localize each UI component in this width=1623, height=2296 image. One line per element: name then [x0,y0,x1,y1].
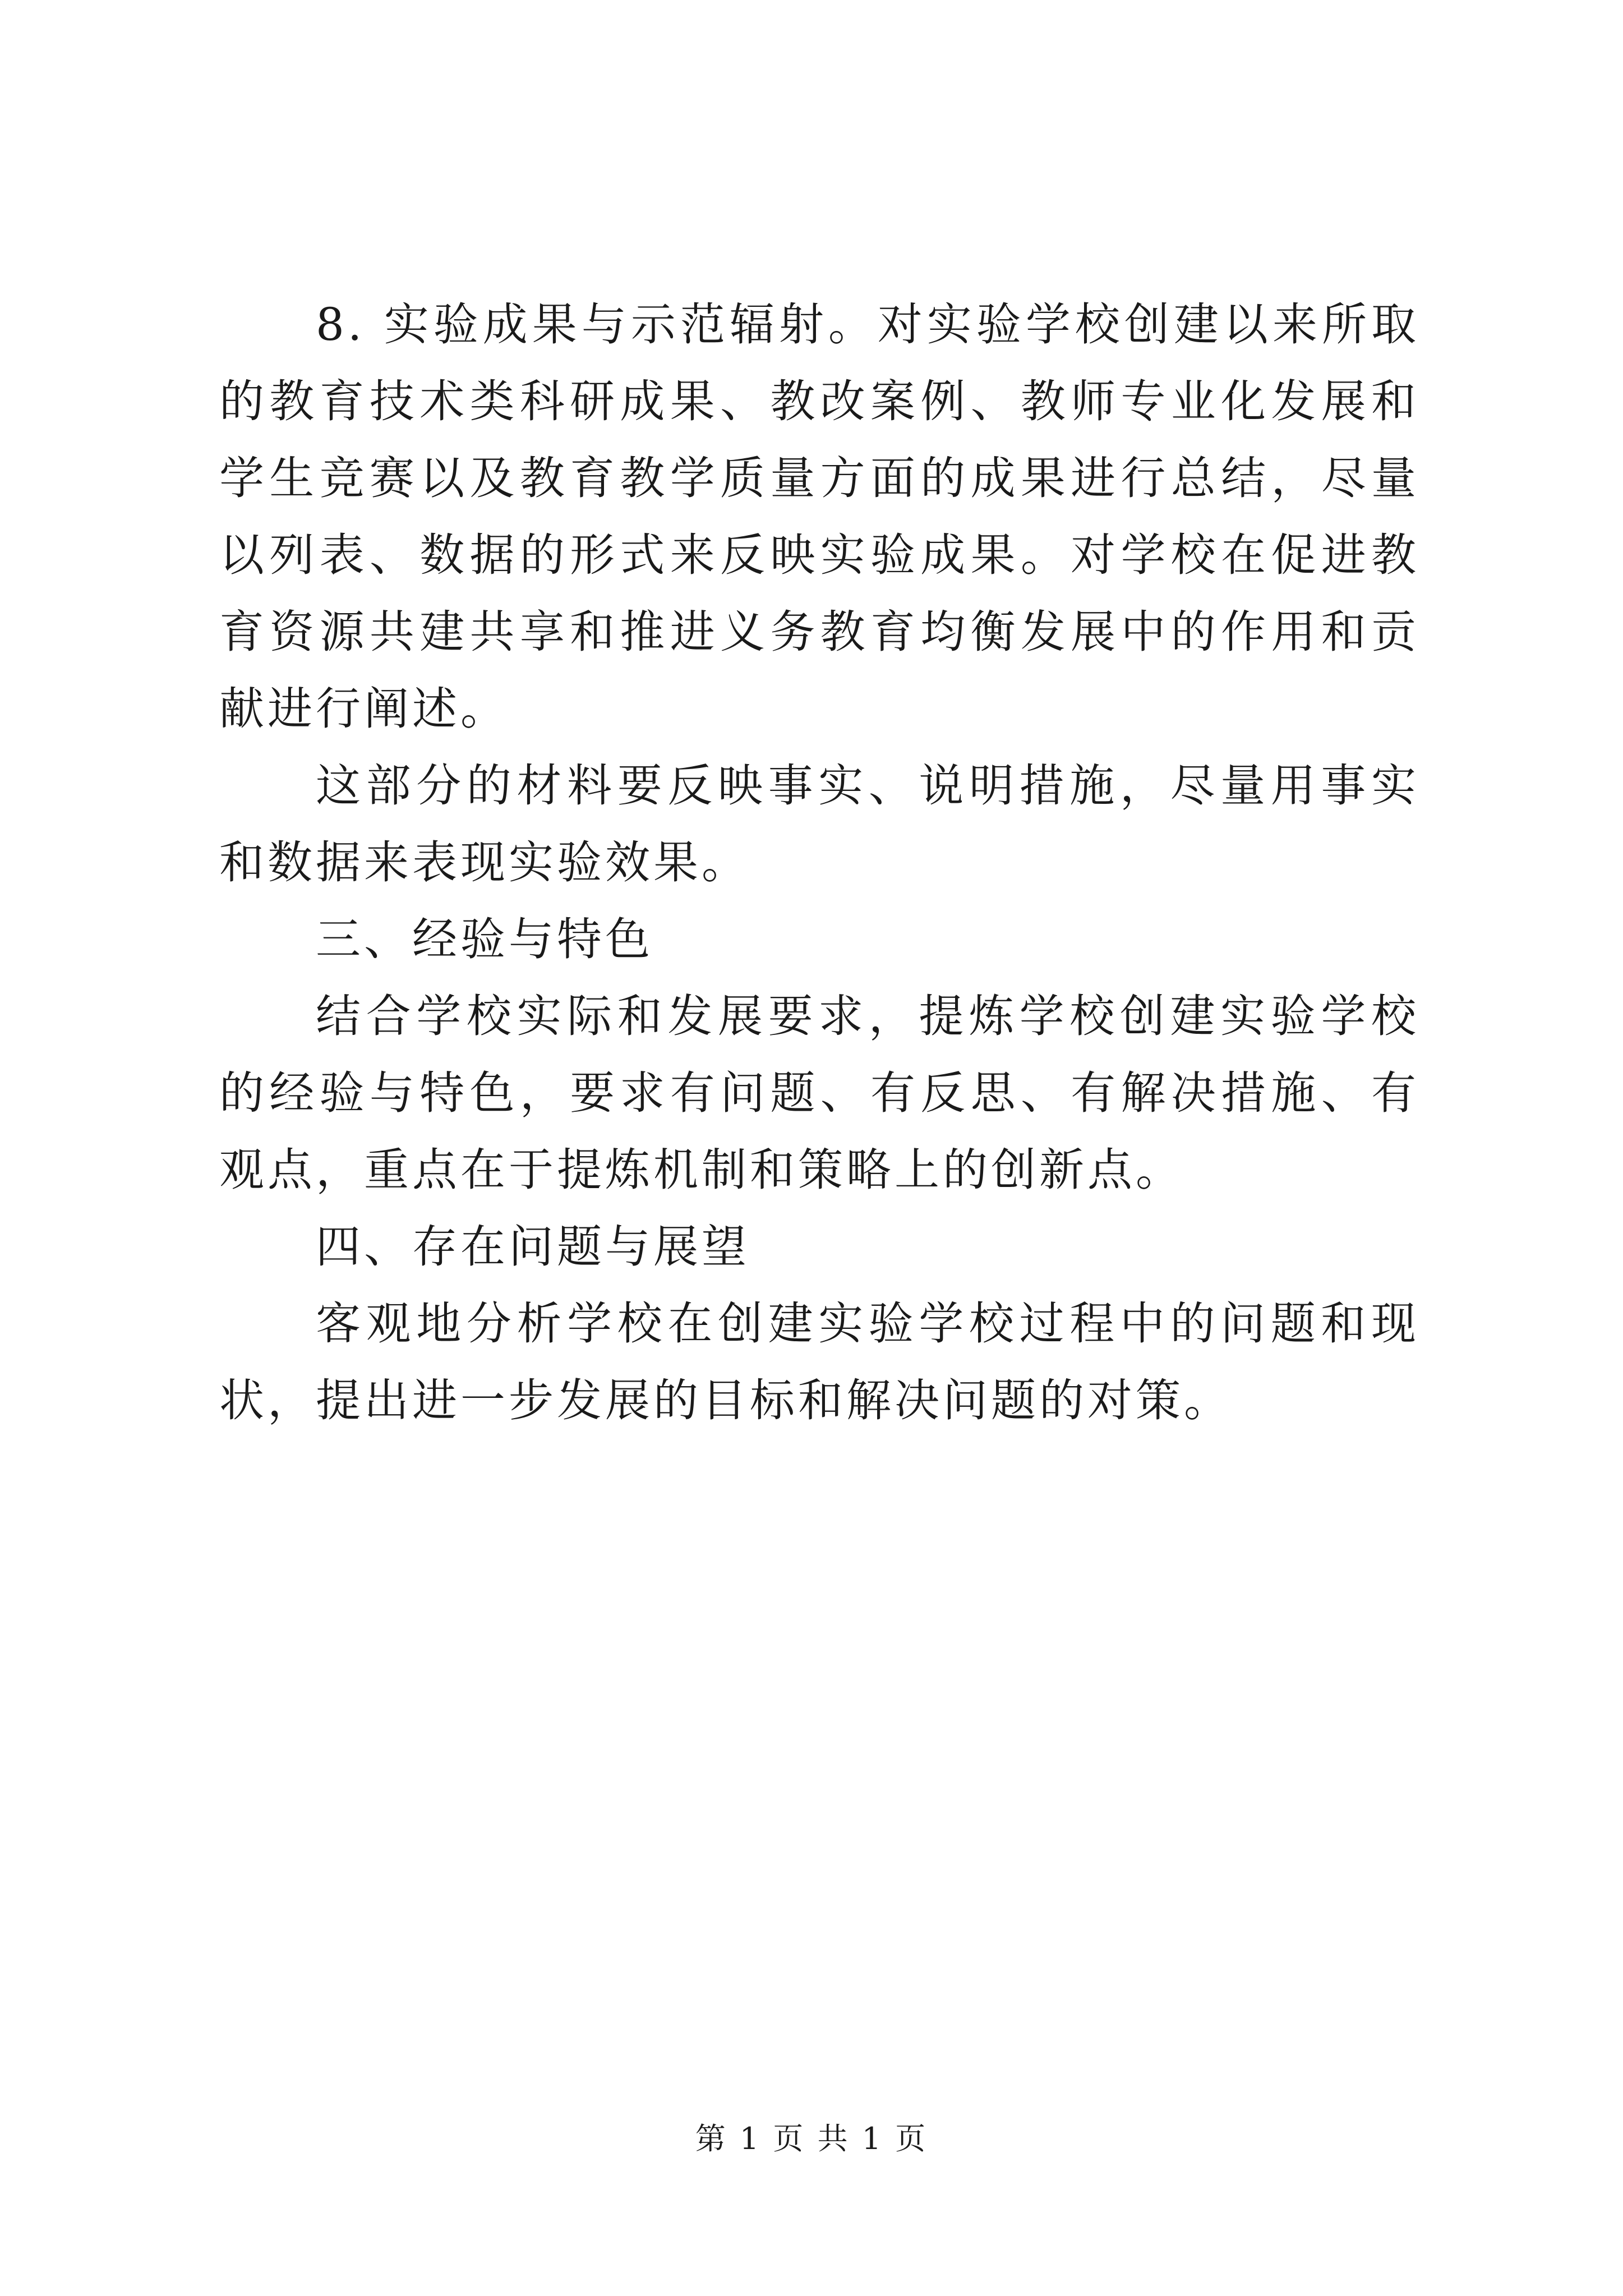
paragraph-experience-body: 结合学校实际和发展要求，提炼学校创建实验学校的经验与特色，要求有问题、有反思、有解决措施、有观点，重点在于提炼机制和策略上的创新点。 [219,990,1419,1196]
paragraph-problems-body: 客观地分析学校在创建实验学校过程中的问题和现状，提出进一步发展的目标和解决问题的对策。 [219,1297,1419,1427]
page-number-footer: 第 1 页 共 1 页 [695,2121,928,2156]
section-heading-experience: 三、经验与特色 [316,913,653,965]
paragraph-experiment-results: 8. 实验成果与示范辐射。对实验学校创建以来所取的教育技术类科研成果、教改案例、教师专业化发展和学生竞赛以及教育教学质量方面的成果进行总结，尽量以列表、数据的形式来反映实验成果。对学校在促进教育资源共建共享和推进义务教育均衡发展中的作用和贡献进行阐述。 [219,298,1419,735]
document-body [219,286,1419,1439]
section-heading-problems: 四、存在问题与展望 [316,1221,750,1273]
paragraph-material-requirements: 这部分的材料要反映事实、说明措施，尽量用事实和数据来表现实验效果。 [219,760,1419,889]
